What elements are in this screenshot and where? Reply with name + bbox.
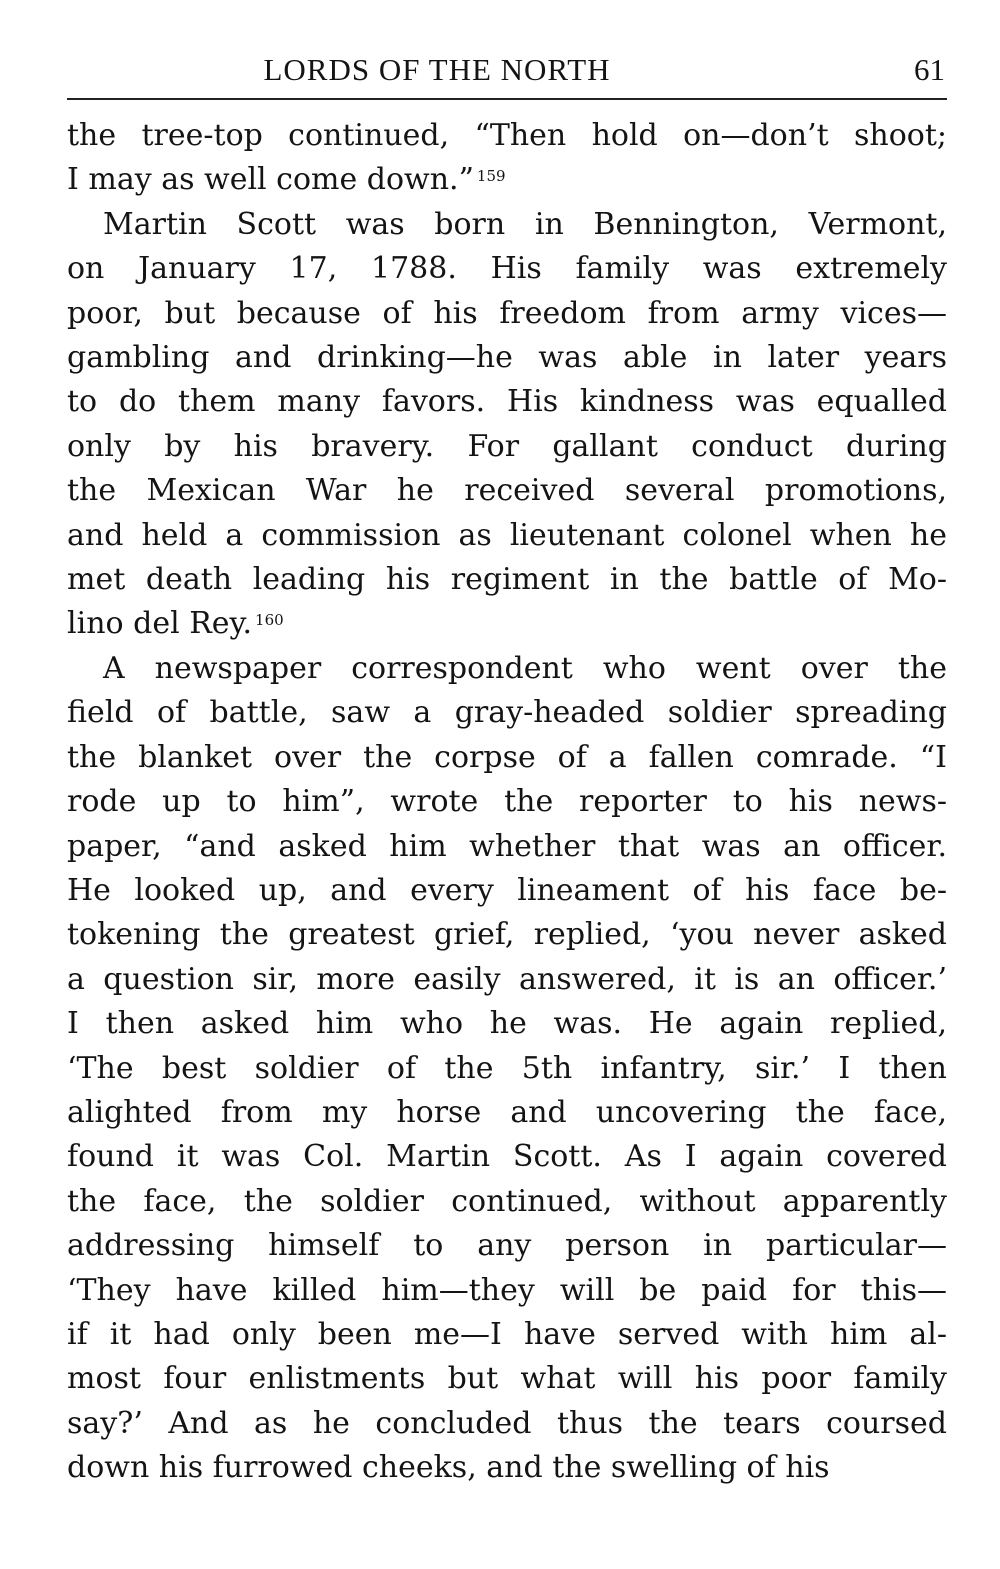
text-line: only by his bravery. For gallant conduct during: [67, 428, 947, 464]
text-line: paper, “and asked him whether that was an officer.: [67, 828, 947, 864]
text-line: and held a commission as lieutenant colonel when he: [67, 517, 947, 553]
paragraph: [67, 647, 947, 1491]
text-line: Martin Scott was born in Bennington, Vermont,: [103, 206, 947, 242]
text-line: the Mexican War he received several promotions,: [67, 473, 947, 509]
text-line: poor, but because of his freedom from army vices—: [67, 295, 947, 331]
footnote-marker[interactable]: 160: [255, 611, 284, 630]
text-line: lino del Rey. $^{160}$: [67, 606, 284, 642]
text-line: the tree-top continued, “Then hold on—don’t shoot;: [67, 118, 947, 153]
paragraph: [67, 114, 947, 203]
text-line: I may as well come down.” $^{159}$: [67, 162, 506, 198]
text-line: on January 17, 1788. His family was extremely: [67, 251, 947, 287]
text-line: down his furrowed cheeks, and the swelling of his: [67, 1450, 830, 1486]
header-rule: [67, 98, 947, 100]
text-line: met death leading his regiment in the battle of Mo-: [67, 562, 947, 598]
text-line: addressing himself to any person in particular—: [67, 1228, 947, 1264]
text-line: found it was Col. Martin Scott. As I again covered: [67, 1139, 947, 1175]
text-line: the blanket over the corpse of a fallen comrade. “I: [67, 739, 947, 775]
text-line: say?’ And as he concluded thus the tears coursed: [67, 1405, 947, 1441]
text-line: alighted from my horse and uncovering the face,: [67, 1094, 947, 1130]
text-line: gambling and drinking—he was able in later years: [67, 340, 947, 376]
text-line: if it had only been me—I have served with him al-: [67, 1316, 947, 1352]
footnote-marker[interactable]: 159: [476, 167, 506, 186]
text-line: rode up to him”, wrote the reporter to his news-: [67, 784, 947, 820]
text-line: ‘They have killed him—they will be paid for this—: [67, 1272, 947, 1308]
running-head: LORDS OF THE NORTH: [263, 52, 611, 87]
book-page: [67, 52, 947, 1491]
page-number: 61: [914, 52, 945, 87]
text-line: the face, the soldier continued, without apparently: [67, 1183, 947, 1219]
paragraph: [67, 203, 947, 647]
page-header: [67, 52, 947, 96]
text-line: tokening the greatest grief, replied, ‘you never asked: [67, 917, 947, 953]
text-line: I then asked him who he was. He again replied,: [67, 1006, 947, 1042]
body-text: [67, 114, 947, 1491]
text-line: most four enlistments but what will his poor family: [67, 1361, 947, 1397]
text-line: to do them many favors. His kindness was equalled: [67, 384, 947, 420]
text-line: He looked up, and every lineament of his face be-: [67, 872, 947, 908]
text-line: ‘The best soldier of the 5th infantry, sir.’ I then: [67, 1050, 947, 1086]
text-line: field of battle, saw a gray-headed soldier spreading: [67, 695, 947, 731]
text-line: A newspaper correspondent who went over the: [103, 650, 947, 686]
text-line: a question sir, more easily answered, it is an officer.’: [67, 961, 947, 997]
